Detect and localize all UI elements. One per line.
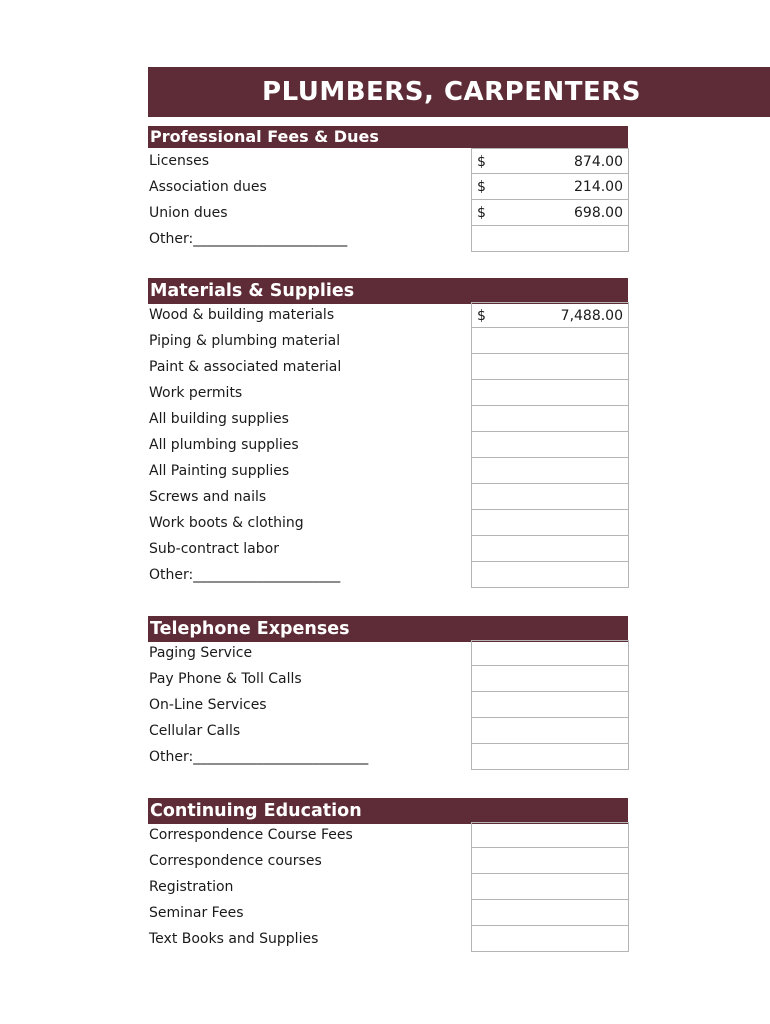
amount-cell[interactable] — [471, 328, 629, 354]
amount-cell[interactable] — [471, 822, 629, 848]
amount-cell[interactable] — [471, 406, 629, 432]
row-label: All building supplies — [149, 411, 289, 427]
row-label: All Painting supplies — [149, 463, 290, 479]
section-materials-supplies — [148, 278, 628, 588]
row-label: Paint & associated material — [149, 359, 342, 375]
amount-cell[interactable] — [471, 692, 629, 718]
section-header: Materials & Supplies — [148, 278, 628, 304]
amount-cell[interactable] — [471, 200, 629, 226]
table-row — [148, 900, 628, 926]
table-row — [148, 484, 628, 510]
page-title: PLUMBERS, CARPENTERS — [262, 77, 641, 107]
table-row — [148, 406, 628, 432]
row-label: Correspondence Course Fees — [149, 827, 353, 843]
section-rows — [148, 302, 628, 588]
section-rows — [148, 148, 628, 252]
row-label: Union dues — [149, 205, 228, 221]
row-label: Association dues — [149, 179, 267, 195]
table-row — [148, 354, 628, 380]
amount-cell[interactable] — [471, 926, 629, 952]
table-row — [148, 822, 628, 848]
row-label: Paging Service — [149, 645, 253, 661]
table-row — [148, 458, 628, 484]
row-label: Seminar Fees — [149, 905, 244, 921]
amount-cell[interactable] — [471, 380, 629, 406]
amount-cell[interactable] — [471, 640, 629, 666]
amount-value: 874.00 — [574, 154, 623, 170]
row-label: Correspondence courses — [149, 853, 322, 869]
section-rows — [148, 822, 628, 952]
amount-cell[interactable] — [471, 302, 629, 328]
section-telephone-expenses — [148, 616, 628, 770]
amount-cell[interactable] — [471, 718, 629, 744]
amount-cell[interactable] — [471, 226, 629, 252]
table-row — [148, 226, 628, 252]
table-row — [148, 744, 628, 770]
section-header: Professional Fees & Dues — [148, 126, 628, 148]
amount-cell[interactable] — [471, 562, 629, 588]
amount-cell[interactable] — [471, 744, 629, 770]
table-row — [148, 666, 628, 692]
table-row — [148, 174, 628, 200]
amount-cell[interactable] — [471, 148, 629, 174]
table-row — [148, 200, 628, 226]
row-label: Registration — [149, 879, 234, 895]
section-rows — [148, 640, 628, 770]
table-row — [148, 640, 628, 666]
amount-value: 7,488.00 — [560, 308, 623, 324]
table-row — [148, 562, 628, 588]
row-label: All plumbing supplies — [149, 437, 299, 453]
amount-value: 214.00 — [574, 179, 623, 195]
currency-symbol: $ — [477, 154, 486, 170]
table-row — [148, 926, 628, 952]
row-label: Licenses — [149, 153, 210, 169]
section-continuing-education — [148, 798, 628, 952]
amount-cell[interactable] — [471, 666, 629, 692]
amount-cell[interactable] — [471, 484, 629, 510]
table-row — [148, 380, 628, 406]
amount-cell[interactable] — [471, 458, 629, 484]
row-label: Other:______________________ — [149, 231, 348, 247]
section-header: Continuing Education — [148, 798, 628, 824]
amount-value: 698.00 — [574, 205, 623, 221]
row-label: Text Books and Supplies — [149, 931, 319, 947]
table-row — [148, 510, 628, 536]
currency-symbol: $ — [477, 308, 486, 324]
title-bar — [148, 67, 770, 117]
section-professional-fees — [148, 126, 628, 252]
row-label: Pay Phone & Toll Calls — [149, 671, 302, 687]
table-row — [148, 536, 628, 562]
amount-cell[interactable] — [471, 900, 629, 926]
amount-cell[interactable] — [471, 874, 629, 900]
amount-cell[interactable] — [471, 354, 629, 380]
table-row — [148, 874, 628, 900]
amount-cell[interactable] — [471, 848, 629, 874]
row-label: Cellular Calls — [149, 723, 241, 739]
row-label: Other:_____________________ — [149, 567, 341, 583]
currency-symbol: $ — [477, 205, 486, 221]
table-row — [148, 848, 628, 874]
amount-cell[interactable] — [471, 432, 629, 458]
row-label: Screws and nails — [149, 489, 267, 505]
currency-symbol: $ — [477, 179, 486, 195]
row-label: On-Line Services — [149, 697, 267, 713]
table-row — [148, 148, 628, 174]
row-label: Piping & plumbing material — [149, 333, 341, 349]
amount-cell[interactable] — [471, 510, 629, 536]
row-label: Other:_________________________ — [149, 749, 369, 765]
section-header: Telephone Expenses — [148, 616, 628, 642]
amount-cell[interactable] — [471, 536, 629, 562]
table-row — [148, 328, 628, 354]
row-label: Work permits — [149, 385, 243, 401]
table-row — [148, 692, 628, 718]
row-label: Wood & building materials — [149, 307, 335, 323]
table-row — [148, 718, 628, 744]
row-label: Work boots & clothing — [149, 515, 304, 531]
table-row — [148, 432, 628, 458]
table-row — [148, 302, 628, 328]
amount-cell[interactable] — [471, 174, 629, 200]
row-label: Sub-contract labor — [149, 541, 279, 557]
